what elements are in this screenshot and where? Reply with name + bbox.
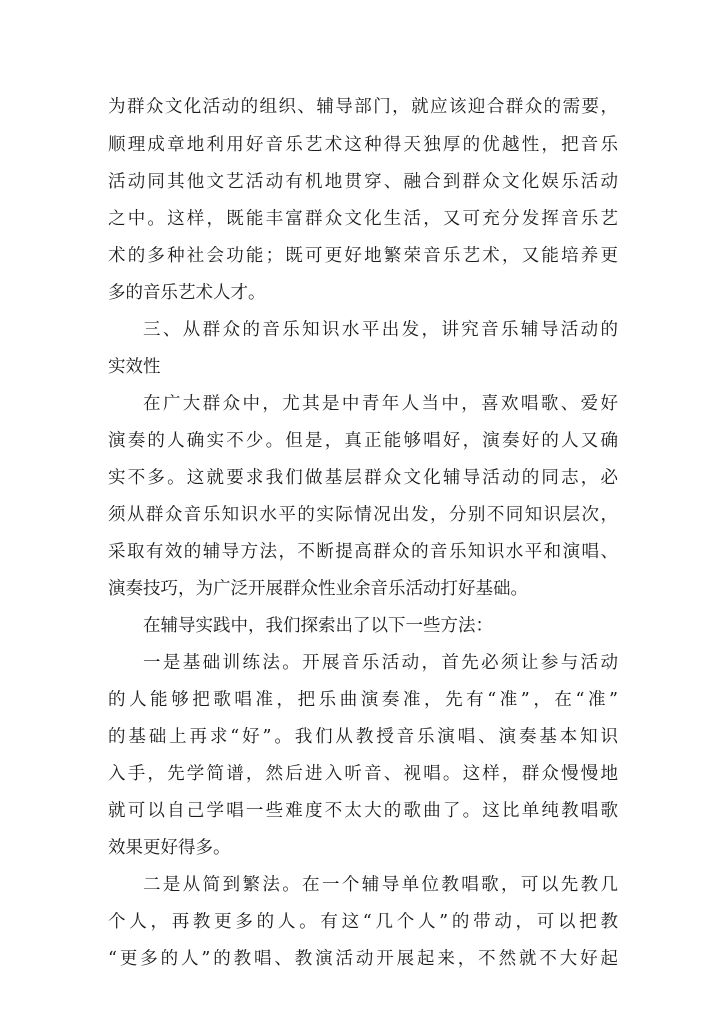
text-line: 活动同其他文艺活动有机地贯穿、融合到群众文化娱乐活动: [108, 172, 618, 192]
text-line: 多的音乐艺术人才。: [108, 283, 266, 303]
text-line: 顺理成章地利用好音乐艺术这种得天独厚的优越性，把音乐: [108, 135, 618, 155]
section-heading-line: 实效性: [108, 357, 161, 377]
text-line: 一是基础训练法。开展音乐活动，首先必须让参与活动: [143, 653, 618, 673]
text-line: 的基础上再求“好”。我们从教授音乐演唱、演奏基本知识: [108, 727, 618, 747]
text-line: 在广大群众中，尤其是中青年人当中，喜欢唱歌、爱好: [143, 394, 618, 414]
text-line: 个人，再教更多的人。有这“几个人”的带动，可以把教: [108, 912, 618, 932]
text-line: 演奏技巧，为广泛开展群众性业余音乐活动打好基础。: [108, 579, 528, 599]
text-line: 在辅导实践中，我们探索出了以下一些方法：: [143, 616, 493, 636]
text-line: 须从群众音乐知识水平的实际情况出发，分别不同知识层次，: [108, 505, 618, 525]
text-line: 术的多种社会功能；既可更好地繁荣音乐艺术，又能培养更: [108, 246, 618, 266]
section-heading-line: 三、从群众的音乐知识水平出发，讲究音乐辅导活动的: [143, 320, 618, 340]
text-line: 演奏的人确实不少。但是，真正能够唱好，演奏好的人又确: [108, 431, 618, 451]
text-line: 入手，先学简谱，然后进入听音、视唱。这样，群众慢慢地: [108, 764, 618, 784]
text-line: 采取有效的辅导方法，不断提高群众的音乐知识水平和演唱、: [108, 542, 618, 562]
text-line: “更多的人”的教唱、教演活动开展起来，不然就不大好起: [108, 949, 618, 969]
text-line: 为群众文化活动的组织、辅导部门，就应该迎合群众的需要，: [108, 97, 618, 117]
text-line: 二是从简到繁法。在一个辅导单位教唱歌，可以先教几: [143, 875, 618, 895]
text-line: 的人能够把歌唱准，把乐曲演奏准，先有“准”，在“准”: [108, 690, 618, 710]
text-line: 效果更好得多。: [108, 838, 231, 858]
text-line: 之中。这样，既能丰富群众文化生活，又可充分发挥音乐艺: [108, 209, 618, 229]
text-line: 实不多。这就要求我们做基层群众文化辅导活动的同志，必: [108, 468, 618, 488]
text-line: 就可以自己学唱一些难度不太大的歌曲了。这比单纯教唱歌: [108, 801, 618, 821]
